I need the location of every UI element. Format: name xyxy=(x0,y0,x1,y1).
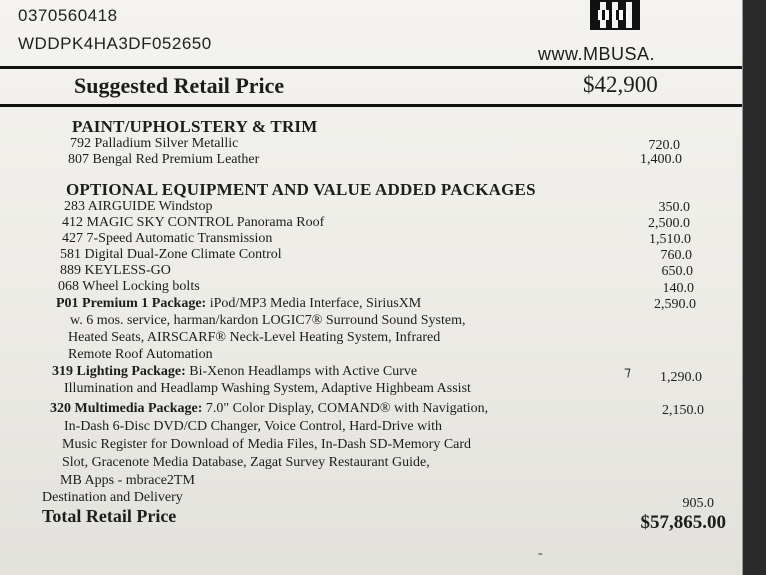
list-item: 427 7-Speed Automatic Transmission xyxy=(62,231,273,246)
package-line: Heated Seats, AIRSCARF® Neck-Level Heating System, Infrared xyxy=(68,330,441,345)
package-code-label: 319 Lighting Package: xyxy=(52,364,186,379)
item-price: 720.0 xyxy=(648,138,680,153)
stock-code: 0370560418 xyxy=(18,6,118,25)
package-line: w. 6 mos. service, harman/kardon LOGIC7® Surround Sound System, xyxy=(70,313,466,328)
pen-mark: - xyxy=(538,546,543,561)
website-url: www.MBUSA. xyxy=(538,44,656,64)
divider-top xyxy=(0,66,742,69)
package-line: Illumination and Headlamp Washing System, Adaptive Highbeam Assist xyxy=(64,381,471,396)
item-price: 2,150.0 xyxy=(662,403,704,418)
msrp-label: Suggested Retail Price xyxy=(74,73,285,98)
package-p01 xyxy=(56,296,421,312)
item-price: 350.0 xyxy=(658,200,690,215)
section-heading-paint: PAINT/UPHOLSTERY & TRIM xyxy=(72,117,318,136)
package-320 xyxy=(50,401,488,417)
item-price: 760.0 xyxy=(660,248,692,263)
list-item: 581 Digital Dual-Zone Climate Control xyxy=(60,247,282,262)
destination-label: Destination and Delivery xyxy=(42,490,183,505)
package-319 xyxy=(52,364,417,380)
package-description: 7.0" Color Display, COMAND® with Navigation, xyxy=(202,401,489,416)
item-price: 1,290.0 xyxy=(660,370,702,385)
msrp-value: $42,900 xyxy=(583,72,658,97)
item-price: 1,510.0 xyxy=(649,232,691,247)
item-price: 2,590.0 xyxy=(654,297,696,312)
package-line: In-Dash 6-Disc DVD/CD Changer, Voice Control, Hard-Drive with xyxy=(64,419,443,434)
package-code-label: 320 Multimedia Package: xyxy=(50,401,203,416)
item-price: 2,500.0 xyxy=(648,216,690,231)
item-price: 1,400.0 xyxy=(640,152,682,167)
total-label: Total Retail Price xyxy=(42,506,177,526)
package-description: Bi-Xenon Headlamps with Active Curve xyxy=(185,364,418,379)
package-line: MB Apps - mbrace2TM xyxy=(60,473,195,488)
list-item: 807 Bengal Red Premium Leather xyxy=(68,152,260,167)
vin-number: WDDPK4HA3DF052650 xyxy=(18,34,212,53)
list-item: 792 Palladium Silver Metallic xyxy=(70,136,239,151)
package-line: Music Register for Download of Media Files, In-Dash SD-Memory Card xyxy=(62,437,472,452)
item-price: 140.0 xyxy=(662,281,694,296)
package-code-label: P01 Premium 1 Package: xyxy=(56,296,207,311)
list-item: 283 AIRGUIDE Windstop xyxy=(64,199,213,214)
destination-price: 905.0 xyxy=(682,496,714,511)
total-value: $57,865.00 xyxy=(640,512,726,533)
list-item: 068 Wheel Locking bolts xyxy=(58,279,200,294)
package-line: Remote Roof Automation xyxy=(68,347,213,362)
package-description: iPod/MP3 Media Interface, SiriusXM xyxy=(206,296,422,311)
list-item: 412 MAGIC SKY CONTROL Panorama Roof xyxy=(62,215,325,230)
pen-mark: ⁊ xyxy=(624,365,631,380)
package-line: Slot, Gracenote Media Database, Zagat Survey Restaurant Guide, xyxy=(62,455,430,470)
section-heading-options: OPTIONAL EQUIPMENT AND VALUE ADDED PACKAGES xyxy=(66,180,536,199)
item-price: 650.0 xyxy=(661,264,693,279)
qr-code-icon xyxy=(590,0,640,30)
divider-msrp xyxy=(0,104,742,107)
list-item: 889 KEYLESS-GO xyxy=(60,263,171,278)
